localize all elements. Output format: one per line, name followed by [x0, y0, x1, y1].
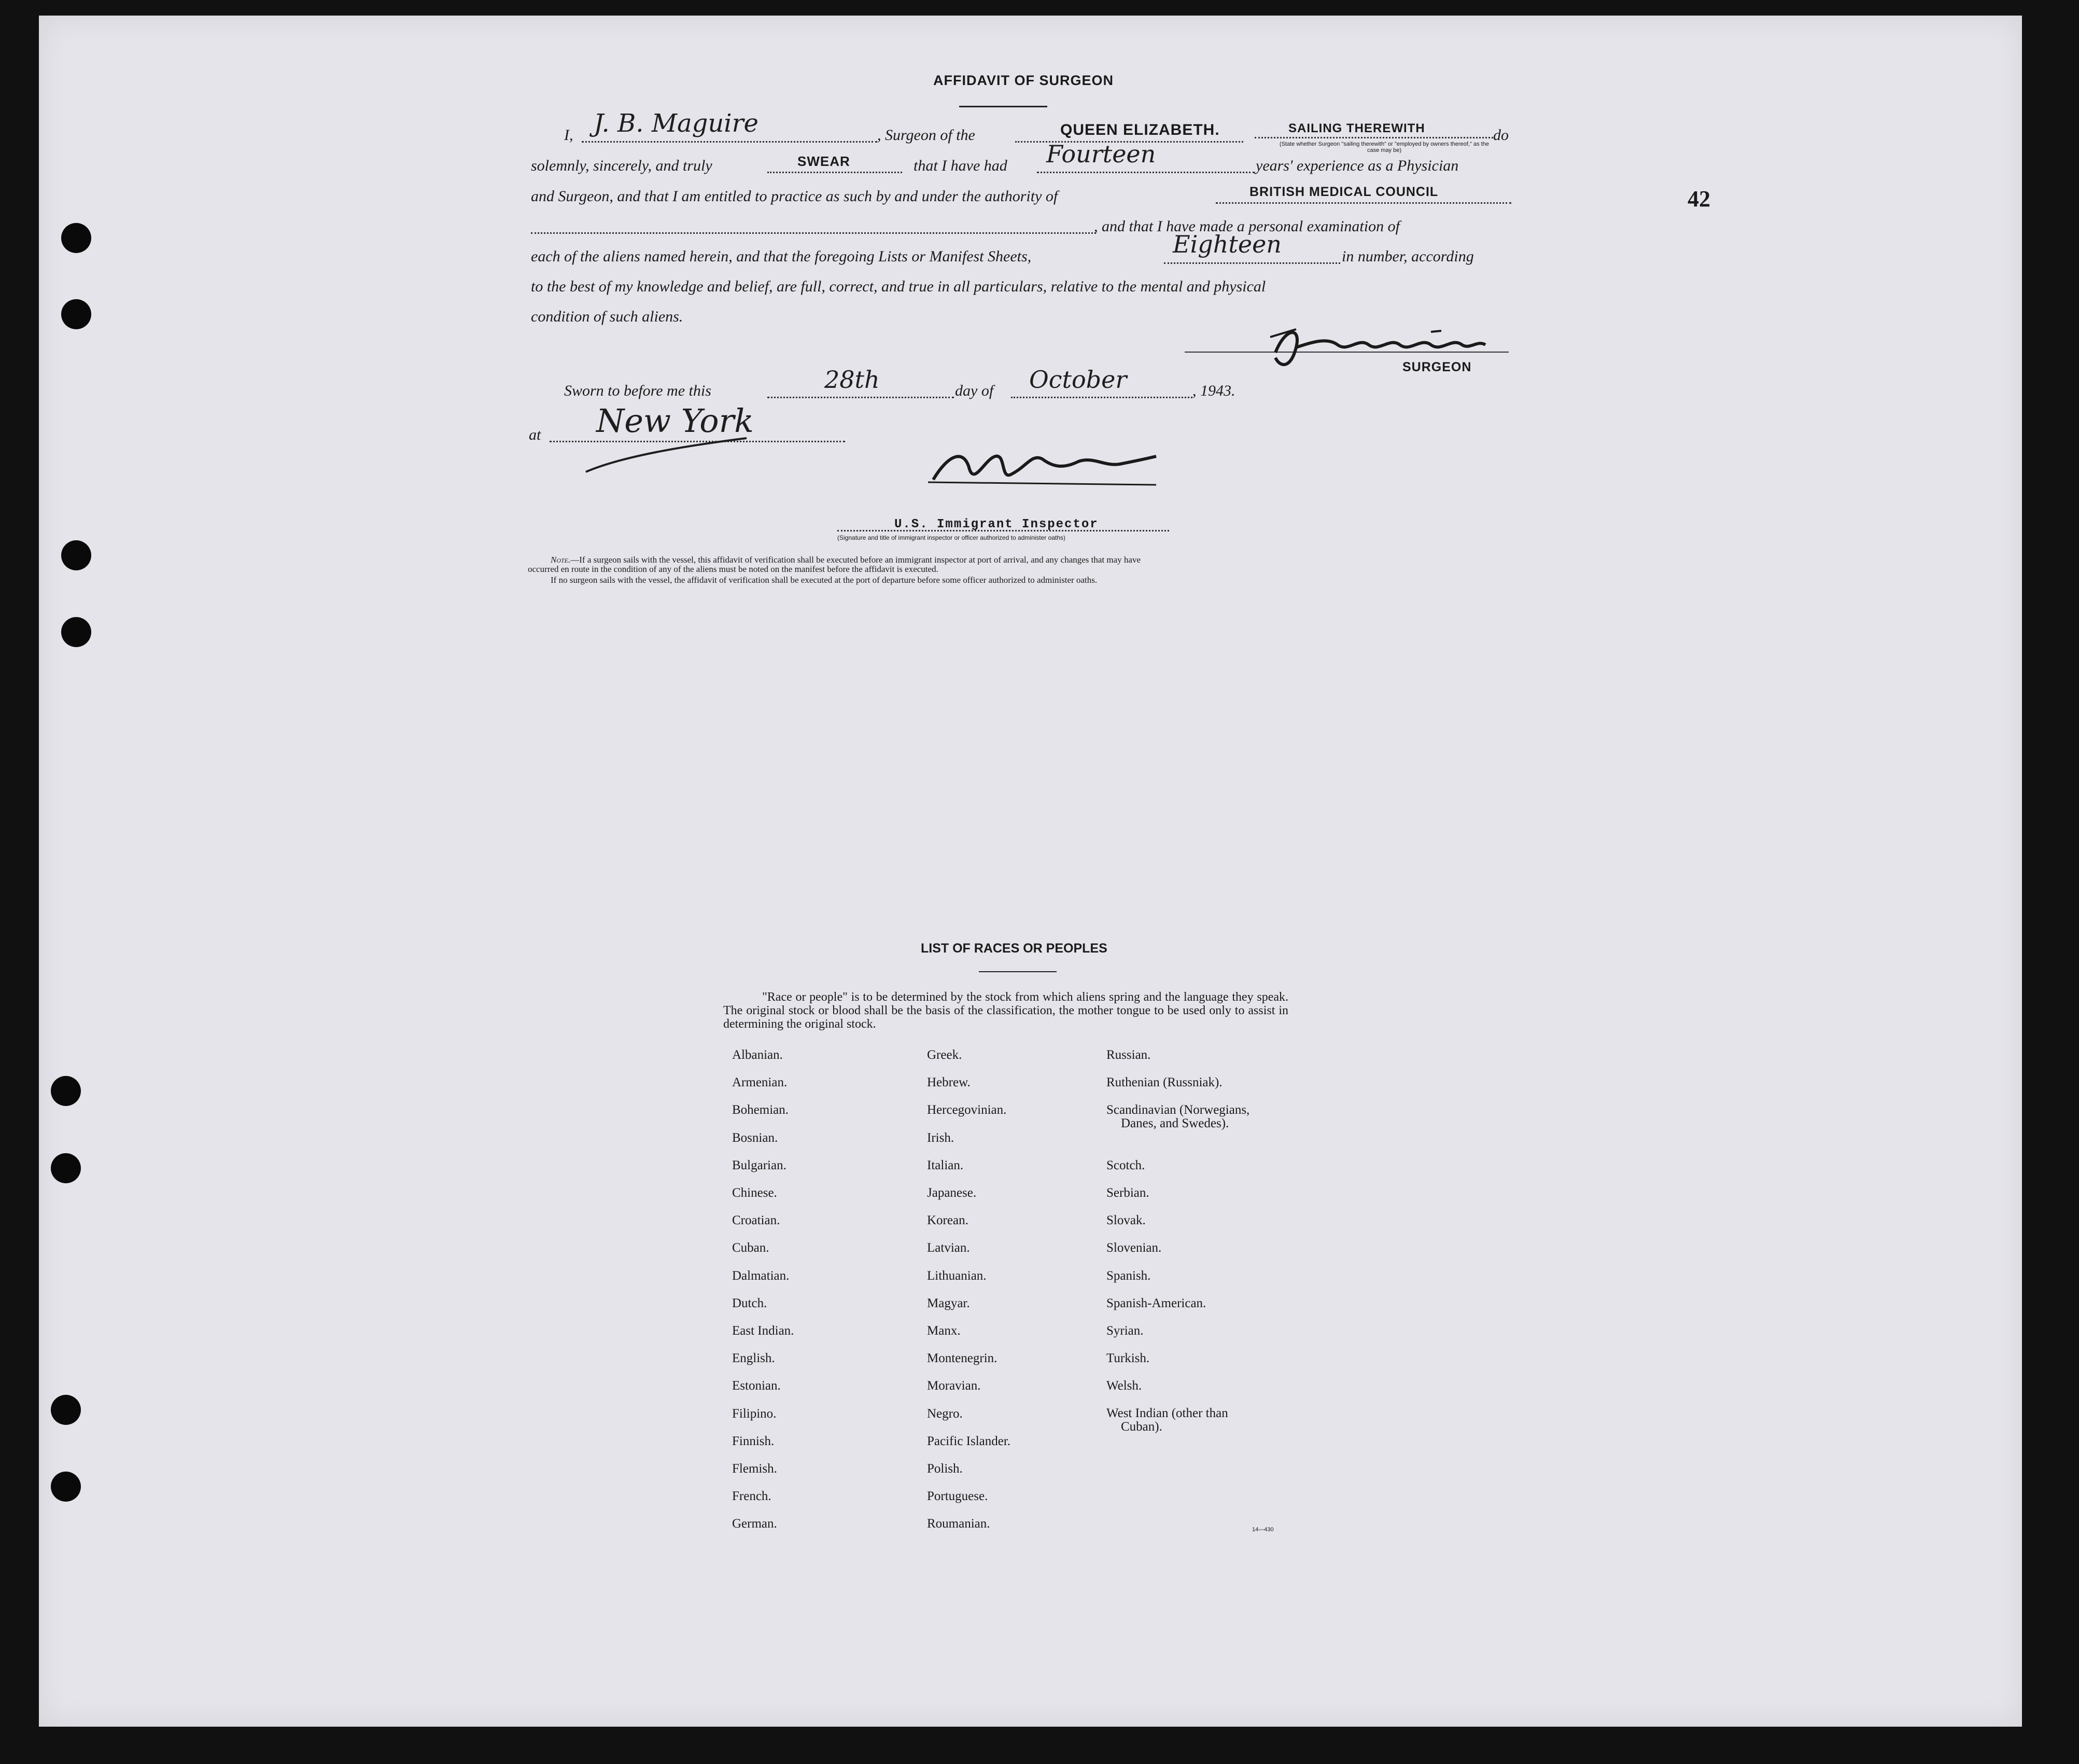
race-entry: Manx.: [927, 1324, 961, 1338]
punch-hole: [61, 540, 91, 570]
race-entry: Bohemian.: [732, 1103, 789, 1117]
race-entry: Hebrew.: [927, 1075, 971, 1089]
race-entry: Pacific Islander.: [927, 1434, 1011, 1448]
count-blank: [1164, 262, 1340, 264]
line2-mid: that I have had: [914, 157, 1007, 174]
capacity: SAILING THEREWITH: [1288, 121, 1425, 135]
punch-hole: [51, 1153, 81, 1183]
race-entry: East Indian.: [732, 1324, 794, 1338]
race-entry: Welsh.: [1106, 1379, 1142, 1393]
punch-hole: [51, 1076, 81, 1106]
surgeon-label: SURGEON: [1402, 360, 1472, 374]
note-label: Note.: [551, 555, 571, 565]
oath: SWEAR: [797, 153, 850, 169]
race-entry: Negro.: [927, 1407, 963, 1421]
race-entry: Portuguese.: [927, 1489, 988, 1503]
race-entry: German.: [732, 1517, 777, 1531]
race-entry: Turkish.: [1106, 1351, 1150, 1365]
race-entry: Spanish.: [1106, 1269, 1151, 1283]
scan-edge: [2022, 0, 2079, 1764]
race-entry: Spanish-American.: [1106, 1296, 1206, 1310]
race-entry: Ruthenian (Russniak).: [1106, 1075, 1223, 1089]
race-entry: Slovenian.: [1106, 1241, 1162, 1255]
race-entry: Slovak.: [1106, 1213, 1146, 1227]
race-entry: Dalmatian.: [732, 1269, 790, 1283]
punch-hole: [51, 1395, 81, 1425]
sworn-month: October: [1029, 366, 1127, 394]
line7: condition of such aliens.: [531, 308, 683, 325]
inspector-title: U.S. Immigrant Inspector: [894, 517, 1099, 531]
sworn-day: 28th: [824, 366, 880, 394]
race-entry: English.: [732, 1351, 775, 1365]
race-entry: Japanese.: [927, 1186, 977, 1200]
line5-suffix: in number, according: [1342, 248, 1474, 265]
title-underline: [959, 106, 1047, 107]
document-page: [39, 16, 2025, 1727]
line1-mid: , Surgeon of the: [877, 127, 975, 144]
line3-prefix: and Surgeon, and that I am entitled to practice as such by and under the authority of: [531, 188, 1058, 205]
race-entry: Estonian.: [732, 1379, 781, 1393]
race-entry: French.: [732, 1489, 771, 1503]
race-entry: Irish.: [927, 1131, 954, 1145]
at-prefix: at: [529, 426, 541, 443]
line5-prefix: each of the aliens named herein, and that the foregoing Lists or Manifest Sheets,: [531, 248, 1032, 265]
affidavit-title: AFFIDAVIT OF SURGEON: [933, 73, 1114, 88]
punch-hole: [61, 223, 91, 253]
oath-blank: [767, 172, 902, 173]
surgeon-name: J. B. Maguire: [594, 109, 758, 138]
inspector-caption: (Signature and title of immigrant inspector or officer authorized to administer oaths): [837, 534, 1065, 541]
line1-suffix: do: [1493, 127, 1509, 144]
punch-hole: [61, 299, 91, 329]
race-entry: Korean.: [927, 1213, 968, 1227]
race-entry: Armenian.: [732, 1075, 788, 1089]
ship-name: QUEEN ELIZABETH.: [1060, 121, 1220, 138]
line2-prefix: solemnly, sincerely, and truly: [531, 157, 712, 174]
race-entry: Latvian.: [927, 1241, 970, 1255]
line1-prefix: I,: [564, 127, 573, 144]
race-entry: Scandinavian (Norwegians,: [1106, 1103, 1250, 1117]
race-entry: Bosnian.: [732, 1131, 778, 1145]
race-entry: Dutch.: [732, 1296, 767, 1310]
race-entry: Polish.: [927, 1462, 963, 1476]
note-line3: If no surgeon sails with the vessel, the affidavit of verification shall be executed at the port of departure before some officer authorized to administer oaths.: [551, 575, 1098, 585]
note-text-1: —If a surgeon sails with the vessel, this affidavit of verification shall be executed before an immigrant inspector at port of arrival, and any changes that may have: [570, 555, 1141, 565]
authority-blank-cont: [531, 232, 1096, 234]
race-entry: Croatian.: [732, 1213, 780, 1227]
note-line1: [551, 555, 1141, 565]
sheet-count: Eighteen: [1173, 230, 1282, 258]
sworn-place: New York: [596, 402, 754, 440]
sworn-year: , 1943.: [1192, 382, 1235, 399]
authority-blank: [1216, 202, 1511, 204]
races-title-underline: [979, 971, 1057, 972]
race-entry: Magyar.: [927, 1296, 970, 1310]
years-experience: Fourteen: [1046, 140, 1156, 168]
race-entry: Danes, and Swedes).: [1121, 1116, 1229, 1130]
races-intro: "Race or people" is to be determined by the stock from which aliens spring and the language they speak. The original stock or blood shall be the basis of the classification, the mother tongue to be used only to assist in determining the original stock.: [723, 990, 1288, 1031]
sworn-mid: day of: [955, 382, 994, 399]
race-entry: Hercegovinian.: [927, 1103, 1007, 1117]
line6: to the best of my knowledge and belief, are full, correct, and true in all particulars, relative to the mental and physical: [531, 278, 1266, 295]
surgeon-name-blank: [582, 141, 877, 143]
race-entry: Lithuanian.: [927, 1269, 987, 1283]
race-entry: Finnish.: [732, 1434, 775, 1448]
race-entry: Russian.: [1106, 1048, 1151, 1062]
note-line2: occurred en route in the condition of any of the aliens must be noted on the manifest before the affidavit is executed.: [528, 564, 938, 574]
line2-suffix: years' experience as a Physician: [1256, 157, 1459, 174]
race-entry: Cuban.: [732, 1241, 769, 1255]
race-entry: Serbian.: [1106, 1186, 1149, 1200]
race-entry: Cuban).: [1121, 1420, 1162, 1434]
race-entry: Albanian.: [732, 1048, 783, 1062]
capacity-note: (State whether Surgeon "sailing therewith" or "employed by owners thereof," as the case may be): [1280, 141, 1489, 153]
day-blank: [767, 397, 954, 398]
inspector-signature: [928, 438, 1161, 495]
line4: , and that I have made a personal examination of: [1094, 218, 1400, 235]
authority: BRITISH MEDICAL COUNCIL: [1249, 185, 1439, 199]
punch-hole: [61, 617, 91, 647]
month-blank: [1011, 397, 1192, 398]
race-entry: Greek.: [927, 1048, 962, 1062]
race-entry: Chinese.: [732, 1186, 777, 1200]
race-entry: Filipino.: [732, 1407, 777, 1421]
races-title: LIST OF RACES OR PEOPLES: [921, 941, 1107, 956]
race-entry: West Indian (other than: [1106, 1406, 1228, 1420]
race-entry: Italian.: [927, 1158, 964, 1172]
race-entry: Moravian.: [927, 1379, 981, 1393]
race-entry: Montenegrin.: [927, 1351, 998, 1365]
form-number: 14—430: [1252, 1527, 1274, 1533]
page-number: 42: [1688, 186, 1710, 212]
race-entry: Roumanian.: [927, 1517, 990, 1531]
punch-hole: [51, 1472, 81, 1502]
place-flourish: [581, 436, 752, 477]
sworn-prefix: Sworn to before me this: [564, 382, 711, 399]
race-entry: Syrian.: [1106, 1324, 1144, 1338]
race-entry: Flemish.: [732, 1462, 777, 1476]
race-entry: Bulgarian.: [732, 1158, 786, 1172]
capacity-blank: [1255, 137, 1493, 138]
years-blank: [1037, 172, 1255, 173]
race-entry: Scotch.: [1106, 1158, 1145, 1172]
